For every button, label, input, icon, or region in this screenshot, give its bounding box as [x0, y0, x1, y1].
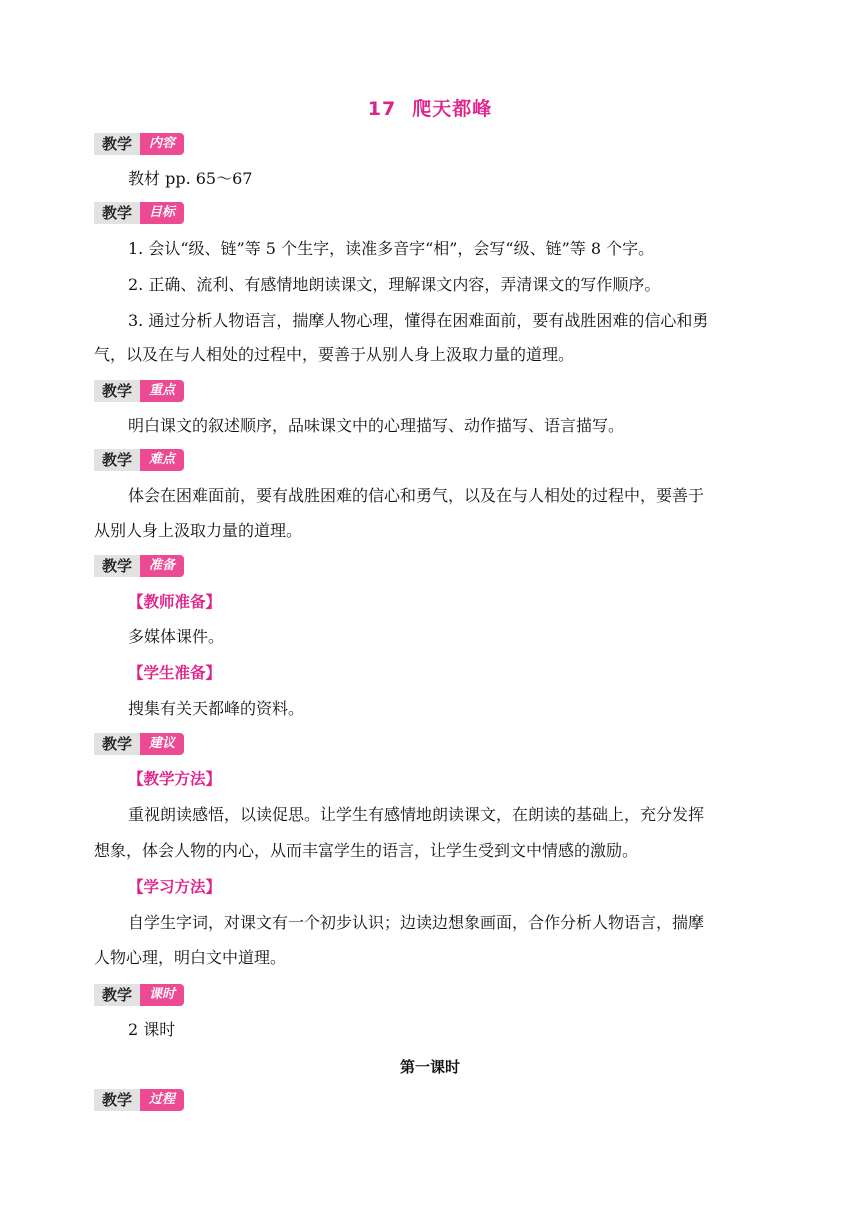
teaching-method-line-1: 重视朗读感悟，以读促思。让学生有感情地朗读课文，在朗读的基础上，充分发挥	[128, 805, 705, 824]
first-lesson-heading: 第一课时	[399, 1058, 460, 1076]
goal-line-3-cont: 气，以及在与人相处的过程中，要善于从别人身上汲取力量的道理。	[94, 345, 575, 364]
teacher-prep-text: 多媒体课件。	[128, 627, 225, 646]
section-badge-difficulty	[94, 449, 186, 471]
learning-method-heading: 【学习方法】	[128, 878, 222, 896]
learning-method-line-2: 人物心理，明白文中道理。	[94, 948, 287, 967]
badge-tag: 准备	[140, 555, 184, 577]
section-badge-goals	[94, 202, 186, 224]
badge-tag: 过程	[140, 1089, 184, 1111]
lesson-number: 17	[367, 98, 397, 120]
badge-label: 教学	[94, 733, 140, 755]
lesson-title	[0, 94, 860, 121]
difficulty-line-2: 从别人身上汲取力量的道理。	[94, 521, 303, 540]
badge-tag: 重点	[140, 380, 184, 402]
key-text: 明白课文的叙述顺序，品味课文中的心理描写、动作描写、语言描写。	[128, 416, 625, 435]
teaching-method-heading: 【教学方法】	[128, 770, 222, 788]
badge-label: 教学	[94, 1089, 140, 1111]
badge-label: 教学	[94, 133, 140, 155]
goal-line-3: 3. 通过分析人物语言，揣摩人物心理，懂得在困难面前，要有战胜困难的信心和勇	[128, 311, 709, 330]
section-badge-hours	[94, 984, 186, 1006]
student-prep-text: 搜集有关天都峰的资料。	[128, 699, 305, 718]
badge-tag: 目标	[140, 202, 184, 224]
goal-line-2: 2. 正确、流利、有感情地朗读课文，理解课文内容，弄清课文的写作顺序。	[128, 275, 661, 294]
badge-label: 教学	[94, 555, 140, 577]
badge-tag: 内容	[140, 133, 184, 155]
content-text: 教材 pp. 65～67	[128, 169, 253, 188]
goal-line-1: 1. 会认“级、链”等 5 个生字，读准多音字“相”，会写“级、链”等 8 个字。	[128, 239, 655, 258]
section-badge-prep	[94, 555, 186, 577]
teaching-method-line-2: 想象，体会人物的内心，从而丰富学生的语言，让学生受到文中情感的激励。	[94, 841, 639, 860]
hours-text: 2 课时	[128, 1020, 176, 1039]
learning-method-line-1: 自学生字词，对课文有一个初步认识；边读边想象画面，合作分析人物语言，揣摩	[128, 913, 705, 932]
teacher-prep-heading: 【教师准备】	[128, 593, 222, 611]
badge-label: 教学	[94, 380, 140, 402]
badge-label: 教学	[94, 202, 140, 224]
student-prep-heading: 【学生准备】	[128, 664, 222, 682]
badge-tag: 课时	[140, 984, 184, 1006]
badge-tag: 建议	[140, 733, 184, 755]
difficulty-line-1: 体会在困难面前，要有战胜困难的信心和勇气，以及在与人相处的过程中，要善于	[128, 486, 705, 505]
lesson-name: 爬天都峰	[412, 98, 493, 120]
section-badge-process	[94, 1089, 186, 1111]
badge-tag: 难点	[140, 449, 184, 471]
badge-label: 教学	[94, 984, 140, 1006]
section-badge-advice	[94, 733, 186, 755]
section-badge-content	[94, 133, 186, 155]
section-badge-key	[94, 380, 186, 402]
badge-label: 教学	[94, 449, 140, 471]
